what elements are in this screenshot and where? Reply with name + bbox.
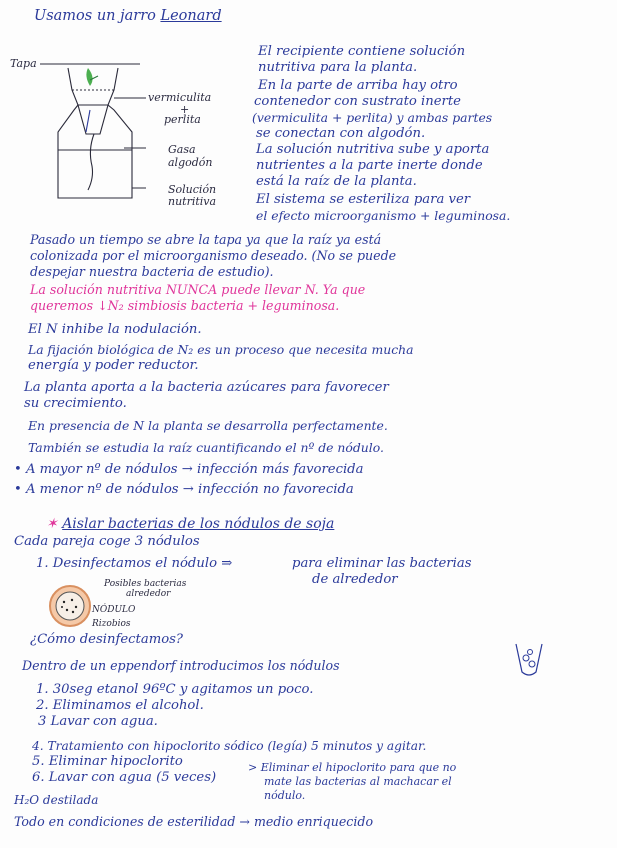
label-rizobios: Rizobios bbox=[92, 619, 131, 629]
note-line: La planta aporta a la bacteria azúcares para favorecer bbox=[24, 380, 389, 395]
right-text-line: El sistema se esteriliza para ver bbox=[256, 192, 471, 207]
step-item: 3 Lavar con agua. bbox=[38, 714, 158, 729]
final-line: Todo en condiciones de esterilidad → medio enriquecido bbox=[14, 814, 374, 829]
note-line: En presencia de N la planta se desarrolla perfectamente. bbox=[28, 418, 388, 433]
page-title bbox=[34, 8, 222, 24]
jar-outline bbox=[58, 68, 132, 198]
label-tapa: Tapa bbox=[10, 57, 37, 70]
note-line: su crecimiento. bbox=[24, 396, 127, 411]
right-text-line: se conectan con algodón. bbox=[256, 126, 426, 141]
root bbox=[88, 134, 94, 190]
right-text-line: contenedor con sustrato inerte bbox=[254, 94, 461, 109]
title-prefix: Usamos un jarro bbox=[34, 8, 156, 24]
step1-right-2: de alrededor bbox=[312, 572, 398, 587]
right-text-line: El recipiente contiene solución bbox=[258, 44, 466, 59]
right-text-line: nutrientes a la parte inerte donde bbox=[256, 158, 483, 173]
label-algodon: algodón bbox=[168, 156, 213, 169]
label-nodulo: NÓDULO bbox=[92, 605, 136, 615]
para-line: Pasado un tiempo se abre la tapa ya que la raíz ya está bbox=[30, 232, 382, 247]
right-text-line: el efecto microorganismo + leguminosa. bbox=[256, 208, 511, 223]
note-line: energía y poder reductor. bbox=[28, 358, 199, 373]
step-item: 6. Lavar con agua (5 veces) bbox=[32, 770, 217, 785]
pink-note-line: queremos ↓N₂ simbiosis bacteria + leguminosa. bbox=[30, 298, 340, 313]
section-heading-text: Aislar bacterias de los nódulos de soja bbox=[62, 516, 335, 532]
star-icon: ✶ bbox=[46, 516, 58, 532]
pink-note-line: La solución nutritiva NUNCA puede llevar N. Ya que bbox=[30, 282, 366, 297]
brace-note-line: > Eliminar el hipoclorito para que no bbox=[248, 761, 457, 774]
note-line: La fijación biológica de N₂ es un proceso que necesita mucha bbox=[28, 342, 414, 357]
step-item: 5. Eliminar hipoclorito bbox=[32, 754, 183, 769]
right-text-line: La solución nutritiva sube y aporta bbox=[256, 142, 490, 157]
bullet-item: • A menor nº de nódulos → infección no favorecida bbox=[14, 482, 354, 497]
label-solucion: Solución bbox=[168, 183, 217, 196]
label-nutritiva: nutritiva bbox=[168, 195, 217, 208]
eppendorf-line: Dentro de un eppendorf introducimos los nódulos bbox=[22, 658, 340, 673]
eppendorf-tube-icon bbox=[512, 640, 546, 680]
note-line: El N inhibe la nodulación. bbox=[28, 322, 202, 337]
label-possible-bacteria: Posibles bacterias bbox=[104, 579, 187, 589]
step-item: 2. Eliminamos el alcohol. bbox=[36, 698, 204, 713]
plant-leaf-icon bbox=[86, 68, 92, 86]
label-alrededor: alrededor bbox=[126, 589, 171, 599]
label-gasa: Gasa bbox=[168, 143, 196, 156]
para-line: colonizada por el microorganismo deseado. (No se puede bbox=[30, 248, 397, 263]
right-text-line: está la raíz de la planta. bbox=[256, 174, 417, 189]
step1-right: para eliminar las bacterias bbox=[292, 556, 472, 571]
step1-left bbox=[36, 556, 232, 572]
right-text-line: En la parte de arriba hay otro bbox=[258, 78, 458, 93]
right-text-line: nutritiva para la planta. bbox=[258, 60, 418, 75]
bullet-item: • A mayor nº de nódulos → infección más favorecida bbox=[14, 462, 364, 477]
right-text-line: (vermiculita + perlita) y ambas partes bbox=[252, 110, 493, 125]
pairs-line: Cada pareja coge 3 nódulos bbox=[14, 534, 200, 549]
para-line: despejar nuestra bacteria de estudio). bbox=[30, 264, 274, 279]
upper-container bbox=[78, 105, 108, 134]
brace-note-line: nódulo. bbox=[264, 789, 306, 802]
step-item: 1. 30seg etanol 96ºC y agitamos un poco. bbox=[36, 682, 314, 697]
jar-diagram bbox=[28, 50, 148, 210]
label-plus: + bbox=[180, 103, 190, 116]
label-vermiculita: vermiculita bbox=[148, 91, 212, 104]
title-name: Leonard bbox=[160, 8, 222, 24]
step-item: 4. Tratamiento con hipoclorito sódico (legía) 5 minutos y agitar. bbox=[32, 739, 427, 753]
brace-note-line: mate las bacterias al machacar el bbox=[264, 775, 452, 788]
double-arrow-icon: ⇒ bbox=[221, 556, 233, 571]
step1-text: 1. Desinfectamos el nódulo bbox=[36, 556, 218, 571]
nodule-inner bbox=[56, 592, 84, 620]
note-line: También se estudia la raíz cuantificando el nº de nódulo. bbox=[28, 440, 384, 455]
section-heading bbox=[46, 516, 334, 532]
question-line: ¿Cómo desinfectamos? bbox=[30, 632, 183, 647]
label-perlita: perlita bbox=[164, 113, 201, 126]
h2o-line: H₂O destilada bbox=[14, 793, 99, 807]
